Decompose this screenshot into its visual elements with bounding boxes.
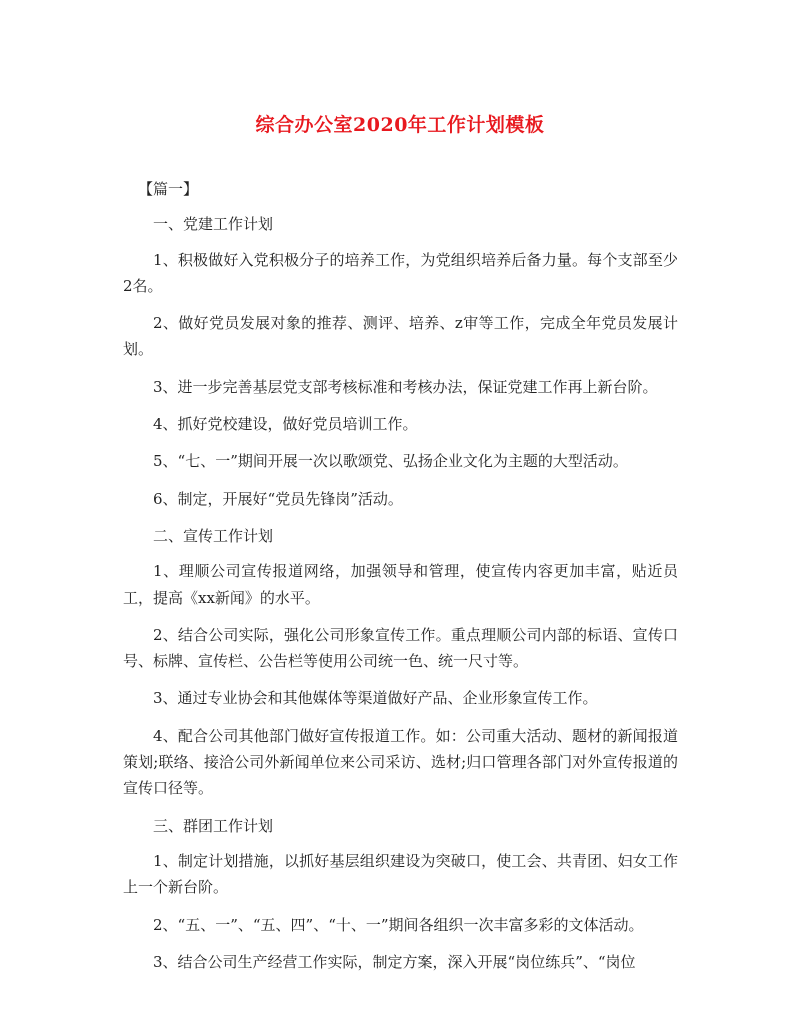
paragraph: 2、“五、一”、“五、四”、“十、一”期间各组织一次丰富多彩的文体活动。	[153, 915, 644, 934]
section-label: 【篇一】	[138, 180, 199, 198]
paragraph: 2、做好党员发展对象的推荐、测评、培养、z审等工作，完成全年党员发展计划。	[123, 314, 678, 359]
paragraph: 1、制定计划措施，以抓好基层组织建设为突破口，使工会、共青团、妇女工作上一个新台阶。	[123, 851, 678, 897]
paragraph: 4、配合公司其他部门做好宣传报道工作。如：公司重大活动、题材的新闻报道策划;联络、接洽公司外新闻单位来公司采访、选材;归口管理各部门对外宣传报道的宣传口径等。	[123, 726, 678, 798]
section-heading: 二、宣传工作计划	[153, 526, 274, 545]
document-body	[123, 176, 678, 986]
paragraph: 6、制定，开展好“党员先锋岗”活动。	[153, 489, 403, 508]
paragraph: 3、结合公司生产经营工作实际，制定方案，深入开展“岗位练兵”、“岗位	[153, 952, 636, 971]
section-heading: 三、群团工作计划	[153, 816, 274, 835]
paragraph: 3、通过专业协会和其他媒体等渠道做好产品、企业形象宣传工作。	[153, 689, 598, 708]
paragraph: 3、进一步完善基层党支部考核标准和考核办法，保证党建工作再上新台阶。	[153, 377, 658, 396]
paragraph: 1、积极做好入党积极分子的培养工作，为党组织培养后备力量。每个支部至少2名。	[123, 250, 678, 295]
paragraph: 1、理顺公司宣传报道网络，加强领导和管理，使宣传内容更加丰富，贴近员工，提高《xx新闻》的水平。	[123, 562, 678, 607]
section-heading: 一、党建工作计划	[153, 215, 274, 234]
paragraph: 2、结合公司实际，强化公司形象宣传工作。重点理顺公司内部的标语、宣传口号、标牌、宣传栏、公告栏等使用公司统一色、统一尺寸等。	[123, 625, 678, 671]
document-title: 综合办公室2020年工作计划模板	[255, 114, 545, 136]
paragraph: 5、“七、一”期间开展一次以歌颂党、弘扬企业文化为主题的大型活动。	[153, 452, 628, 471]
paragraph: 4、抓好党校建设，做好党员培训工作。	[153, 415, 418, 434]
